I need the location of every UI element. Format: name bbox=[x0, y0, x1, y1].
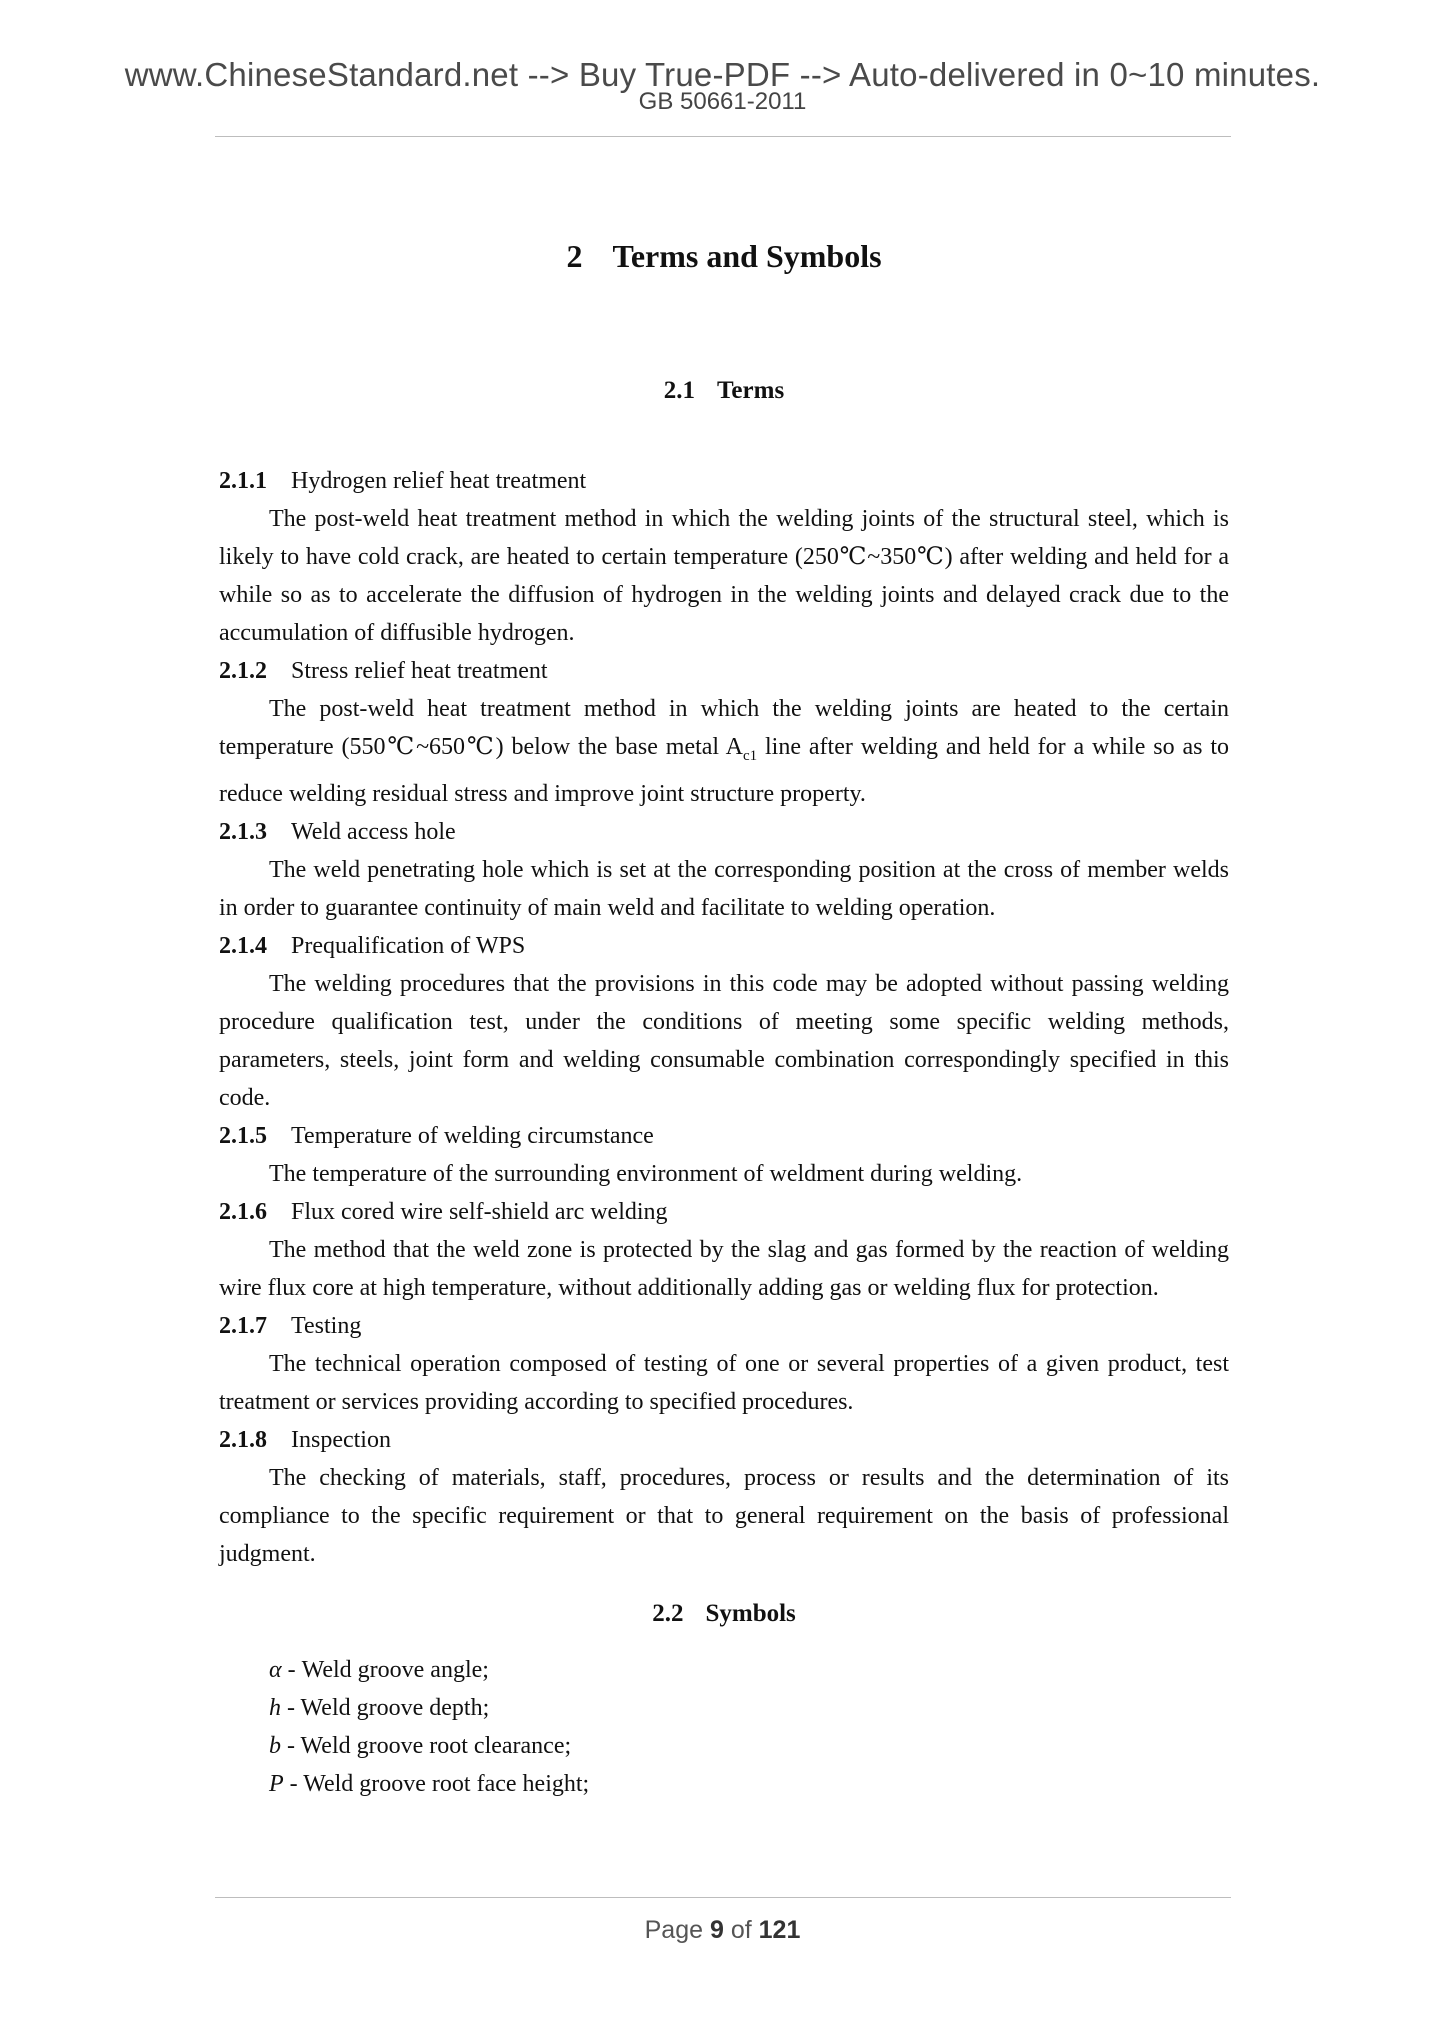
term-heading bbox=[219, 813, 1229, 851]
symbol-description: - Weld groove root face height; bbox=[283, 1770, 590, 1797]
term-definition: The welding procedures that the provisions in this code may be adopted without passing welding procedure qualification test, under the conditions of meeting some specific welding methods, parameters, steels, joint form and welding consumable combination correspondingly specified in this code. bbox=[219, 970, 1229, 1111]
term-2-1-4 bbox=[219, 927, 1229, 1117]
term-heading bbox=[219, 462, 1229, 500]
term-number: 2.1.7 bbox=[219, 1312, 267, 1339]
term-definition: The weld penetrating hole which is set at the corresponding position at the cross of member welds in order to guarantee continuity of main weld and facilitate to welding operation. bbox=[219, 856, 1229, 921]
term-number: 2.1.6 bbox=[219, 1198, 267, 1225]
header-divider bbox=[215, 136, 1231, 137]
chapter-title-text: Terms and Symbols bbox=[612, 238, 882, 274]
term-heading bbox=[219, 927, 1229, 965]
symbol: h bbox=[269, 1694, 281, 1721]
site-banner[interactable]: www.ChineseStandard.net --> Buy True-PDF --> Auto-delivered in 0~10 minutes. bbox=[124, 56, 1321, 93]
page-number: 9 bbox=[709, 1916, 724, 1944]
symbols-list bbox=[219, 1651, 1229, 1803]
term-number: 2.1.4 bbox=[219, 932, 267, 959]
subscript: c1 bbox=[742, 747, 758, 764]
term-definition bbox=[219, 690, 1229, 813]
term-heading bbox=[219, 1421, 1229, 1459]
term-number: 2.1.5 bbox=[219, 1122, 267, 1149]
section-title-symbols bbox=[219, 1595, 1229, 1633]
term-2-1-5 bbox=[219, 1117, 1229, 1193]
symbol-item bbox=[269, 1765, 1229, 1803]
symbol: b bbox=[269, 1732, 281, 1759]
term-2-1-6 bbox=[219, 1193, 1229, 1307]
symbol-description: - Weld groove angle; bbox=[281, 1656, 489, 1683]
symbol-item bbox=[269, 1651, 1229, 1689]
term-2-1-2 bbox=[219, 652, 1229, 813]
page-label: Page bbox=[644, 1916, 704, 1944]
term-name: Temperature of welding circumstance bbox=[291, 1122, 654, 1149]
term-name: Prequalification of WPS bbox=[291, 932, 526, 959]
symbol: α bbox=[269, 1656, 282, 1683]
term-definition: The temperature of the surrounding environment of weldment during welding. bbox=[269, 1160, 1023, 1187]
footer-divider bbox=[215, 1897, 1231, 1898]
term-name: Hydrogen relief heat treatment bbox=[291, 468, 587, 494]
section-title-text: Symbols bbox=[705, 1599, 796, 1627]
term-name: Testing bbox=[291, 1312, 362, 1339]
symbols-section-header bbox=[219, 1595, 1229, 1651]
section-title-text: Terms bbox=[717, 377, 785, 404]
chapter-title bbox=[219, 234, 1229, 278]
term-definition: The method that the weld zone is protected by the slag and gas formed by the reaction of welding wire flux core at high temperature, without additionally adding gas or welding flux for protection. bbox=[219, 1236, 1229, 1301]
term-definition: The technical operation composed of testing of one or several properties of a given product, test treatment or services providing according to specified procedures. bbox=[219, 1350, 1229, 1415]
total-pages: 121 bbox=[758, 1916, 801, 1944]
term-definition: The post-weld heat treatment method in which the welding joints of the structural steel, which is likely to have cold crack, are heated to certain temperature (250℃~350℃) after welding and held for a while so as to accelerate the diffusion of hydrogen in the welding joints and delayed crack due to the accumulation of diffusible hydrogen. bbox=[219, 506, 1229, 646]
standard-code: GB 50661-2011 bbox=[638, 88, 807, 115]
section-title-terms bbox=[219, 372, 1229, 410]
of-label: of bbox=[730, 1916, 752, 1944]
symbol-item bbox=[269, 1727, 1229, 1765]
symbol-description: - Weld groove root clearance; bbox=[281, 1732, 572, 1759]
symbol-description: - Weld groove depth; bbox=[281, 1694, 490, 1721]
term-2-1-1 bbox=[219, 462, 1229, 652]
section-number: 2.2 bbox=[652, 1599, 684, 1627]
term-name: Stress relief heat treatment bbox=[291, 658, 548, 684]
symbol: P bbox=[269, 1770, 284, 1797]
chapter-number: 2 bbox=[566, 238, 583, 274]
term-number: 2.1.8 bbox=[219, 1426, 267, 1453]
term-heading bbox=[219, 652, 1229, 690]
term-name: Flux cored wire self-shield arc welding bbox=[291, 1198, 668, 1225]
term-definition-part: line after welding and held for a while so as to reduce welding residual stress and improve joint structure property. bbox=[219, 734, 1229, 807]
term-2-1-8 bbox=[219, 1421, 1229, 1573]
terms-list bbox=[219, 462, 1229, 1803]
term-name: Inspection bbox=[291, 1426, 391, 1453]
term-definition-part: The post-weld heat treatment method in which the welding joints are heated to the certain temperature (550℃~650℃) below the base metal A bbox=[219, 696, 1229, 760]
term-number: 2.1.1 bbox=[219, 468, 267, 494]
term-number: 2.1.2 bbox=[219, 658, 267, 684]
term-number: 2.1.3 bbox=[219, 818, 267, 845]
term-heading bbox=[219, 1193, 1229, 1231]
page-footer bbox=[0, 1916, 1445, 1945]
term-2-1-7 bbox=[219, 1307, 1229, 1421]
symbol-item bbox=[269, 1689, 1229, 1727]
section-number: 2.1 bbox=[663, 377, 696, 404]
term-heading bbox=[219, 1307, 1229, 1345]
term-name: Weld access hole bbox=[291, 818, 456, 845]
term-definition: The checking of materials, staff, procedures, process or results and the determination of its compliance to the specific requirement or that to general requirement on the basis of professional judgment. bbox=[219, 1464, 1229, 1567]
term-heading bbox=[219, 1117, 1229, 1155]
term-2-1-3 bbox=[219, 813, 1229, 927]
